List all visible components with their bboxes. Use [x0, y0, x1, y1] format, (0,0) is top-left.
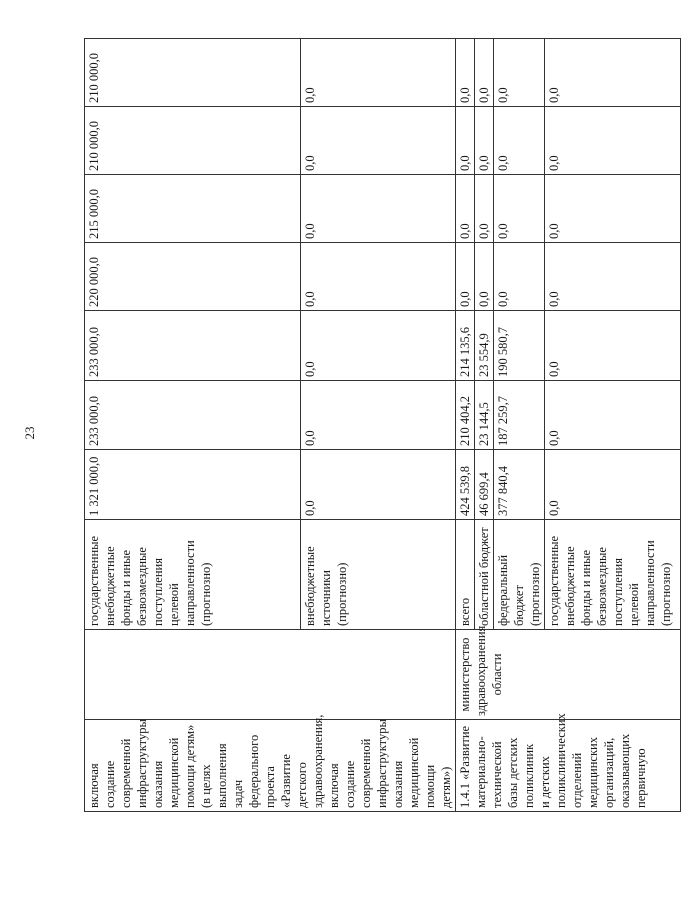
amount-cell: 0,0	[300, 381, 455, 450]
amount-cell: 0,0	[545, 107, 681, 175]
task-cell: 1.4.1 «Развитие материально- технической базы детских поликлиник и детских поликлинических отделений медицинских организаций, оказывающих первичную	[456, 720, 681, 812]
amount-cell: 215 000,0	[85, 175, 301, 243]
executor-cell	[85, 630, 456, 720]
amount-cell: 0,0	[475, 39, 494, 107]
amount-cell: 0,0	[494, 175, 545, 243]
amount-cell: 0,0	[545, 243, 681, 311]
amount-cell: 1 321 000,0	[85, 450, 301, 520]
amount-cell: 220 000,0	[85, 243, 301, 311]
amount-cell: 0,0	[545, 39, 681, 107]
amount-cell: 0,0	[494, 107, 545, 175]
amount-cell: 23 144,5	[475, 381, 494, 450]
amount-cell: 214 135,6	[456, 311, 475, 381]
amount-cell: 0,0	[300, 243, 455, 311]
table-row	[456, 39, 475, 812]
page-number: 23	[22, 426, 37, 440]
amount-cell: 23 554,9	[475, 311, 494, 381]
amount-cell: 0,0	[300, 450, 455, 520]
amount-cell: 0,0	[475, 107, 494, 175]
funding-source-cell: федеральный бюджет (прогнозно)	[494, 520, 545, 630]
executor-cell: министерство здравоохранения области	[456, 630, 681, 720]
funding-source-cell: государственные внебюджетные фонды и иные безвозмездные поступления целевой направленности (прогнозно)	[545, 520, 681, 630]
table-row	[85, 39, 301, 812]
amount-cell: 190 580,7	[494, 311, 545, 381]
amount-cell: 187 259,7	[494, 381, 545, 450]
funding-source-cell: областной бюджет	[475, 520, 494, 630]
amount-cell: 0,0	[545, 381, 681, 450]
amount-cell: 0,0	[456, 107, 475, 175]
amount-cell: 0,0	[494, 39, 545, 107]
amount-cell: 0,0	[456, 39, 475, 107]
task-cell: включая создание современной инфраструктуры оказания медицинской помощи детям» (в целях выполнения задач федерального проекта «Развитие детского здравоохранения, включая создание современной инфраструктуры оказания медицинской помощи детям»)	[85, 720, 456, 812]
amount-cell: 0,0	[300, 107, 455, 175]
amount-cell: 233 000,0	[85, 311, 301, 381]
amount-cell: 233 000,0	[85, 381, 301, 450]
rotated-table-wrapper	[84, 39, 673, 812]
budget-table	[84, 38, 681, 812]
amount-cell: 0,0	[456, 243, 475, 311]
amount-cell: 210 000,0	[85, 107, 301, 175]
funding-source-cell: государственные внебюджетные фонды и иные безвозмездные поступления целевой направленности (прогнозно)	[85, 520, 301, 630]
amount-cell: 0,0	[475, 243, 494, 311]
amount-cell: 0,0	[300, 175, 455, 243]
amount-cell: 0,0	[545, 450, 681, 520]
amount-cell: 0,0	[494, 243, 545, 311]
amount-cell: 210 000,0	[85, 39, 301, 107]
amount-cell: 0,0	[545, 175, 681, 243]
amount-cell: 0,0	[456, 175, 475, 243]
amount-cell: 0,0	[475, 175, 494, 243]
amount-cell: 210 404,2	[456, 381, 475, 450]
amount-cell: 0,0	[300, 311, 455, 381]
amount-cell: 46 699,4	[475, 450, 494, 520]
funding-source-cell: внебюджетные источники (прогнозно)	[300, 520, 455, 630]
amount-cell: 0,0	[545, 311, 681, 381]
amount-cell: 0,0	[300, 39, 455, 107]
amount-cell: 424 539,8	[456, 450, 475, 520]
table-body	[85, 39, 681, 812]
funding-source-cell: всего	[456, 520, 475, 630]
amount-cell: 377 840,4	[494, 450, 545, 520]
